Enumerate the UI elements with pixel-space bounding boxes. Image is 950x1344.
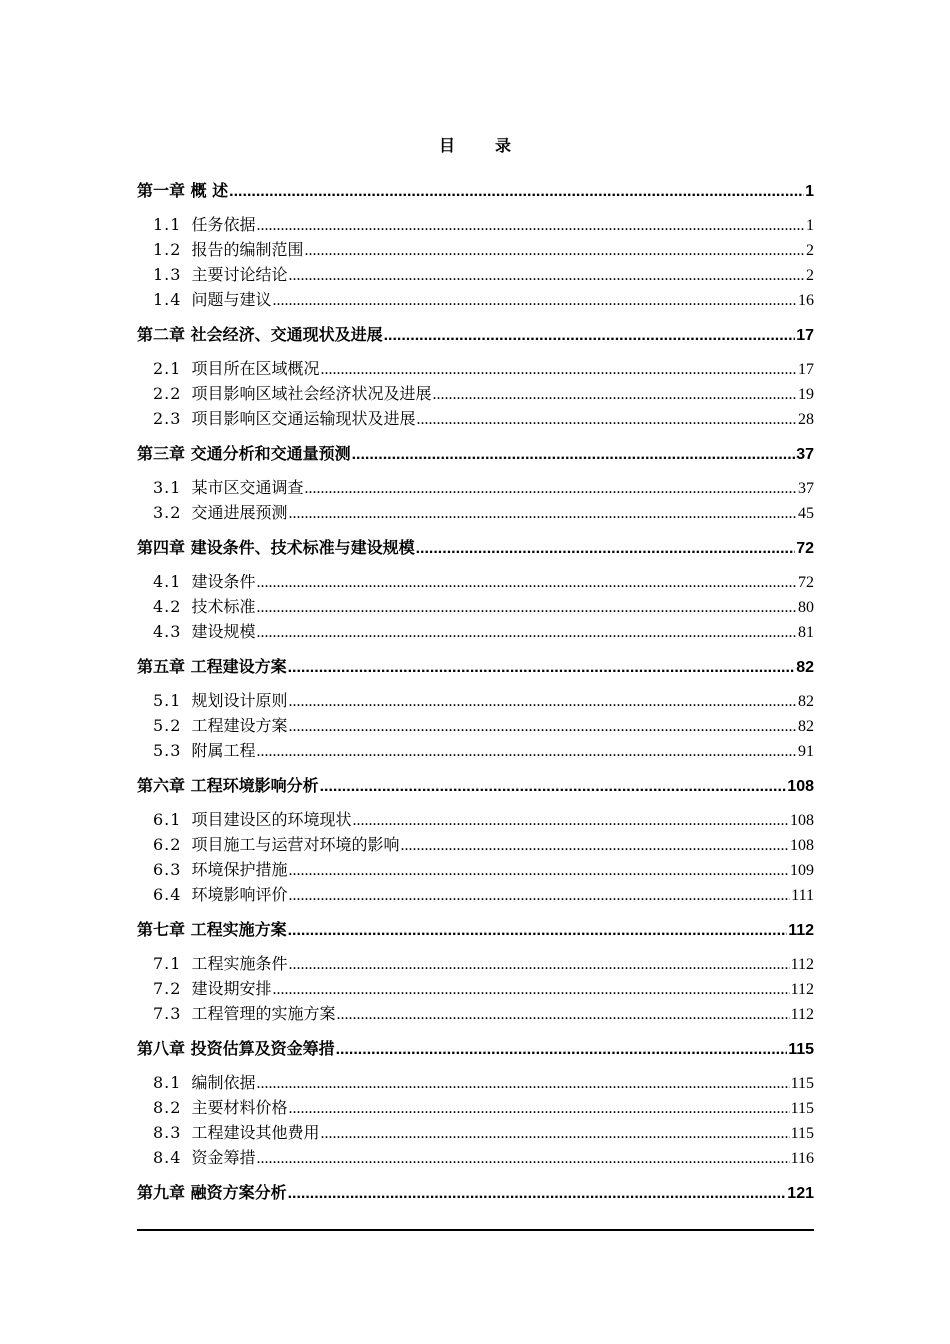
toc-section-label: 建设期安排	[191, 979, 272, 998]
toc-section-page: 112	[790, 956, 814, 973]
toc-section-number: 4.2	[153, 597, 182, 616]
toc-section-number: 5.3	[153, 741, 182, 760]
toc-dot-leader	[352, 807, 789, 833]
toc-chapter-label: 第六章 工程环境影响分析	[137, 776, 319, 795]
toc-section-number: 1.2	[153, 240, 182, 259]
toc-dot-leader	[288, 951, 789, 977]
toc-chapter-label: 第五章 工程建设方案	[137, 657, 287, 676]
toc-section-page: 2	[806, 267, 814, 284]
toc-section-label: 项目施工与运营对环境的影响	[191, 835, 400, 854]
toc-section-label: 建设规模	[191, 622, 256, 641]
toc-chapter-entry[interactable]	[137, 917, 814, 942]
toc-dot-leader	[288, 713, 797, 739]
toc-dot-leader	[304, 237, 805, 263]
toc-chapter-page: 115	[788, 1041, 814, 1058]
toc-section-number: 7.3	[153, 1004, 182, 1023]
toc-chapter-entry[interactable]	[137, 1036, 814, 1061]
toc-dot-leader	[336, 1001, 789, 1027]
toc-section-number: 7.1	[153, 954, 182, 973]
toc-dot-leader	[272, 976, 789, 1002]
toc-section-label: 任务依据	[191, 215, 256, 234]
toc-section-number: 8.3	[153, 1123, 182, 1142]
toc-dot-leader	[288, 857, 789, 883]
toc-dot-leader	[320, 1120, 789, 1146]
toc-section-entry[interactable]	[137, 381, 814, 406]
toc-section-entry[interactable]	[137, 807, 814, 832]
toc-section-label: 工程建设方案	[191, 716, 288, 735]
toc-section-entry[interactable]	[137, 212, 814, 237]
toc-section-page: 116	[790, 1150, 814, 1167]
toc-dot-leader	[256, 1145, 789, 1171]
toc-dot-leader	[288, 1095, 789, 1121]
toc-section-page: 112	[790, 1006, 814, 1023]
toc-section-number: 1.3	[153, 265, 182, 284]
toc-dot-leader	[272, 287, 797, 313]
toc-section-label: 工程实施条件	[191, 954, 288, 973]
toc-section-label: 工程建设其他费用	[191, 1123, 320, 1142]
toc-chapter-page: 1	[805, 183, 814, 200]
toc-section-number: 4.1	[153, 572, 182, 591]
toc-dot-leader	[229, 178, 804, 204]
toc-chapter-label: 第三章 交通分析和交通量预测	[137, 444, 351, 463]
toc-section-label: 某市区交通调查	[191, 478, 304, 497]
toc-section-label: 规划设计原则	[191, 691, 288, 710]
toc-section-label: 项目所在区域概况	[191, 359, 320, 378]
toc-section-page: 82	[798, 693, 814, 710]
toc-section-page: 81	[798, 624, 814, 641]
toc-section-page: 109	[790, 862, 814, 879]
toc-section-page: 111	[791, 887, 814, 904]
toc-section-page: 19	[798, 386, 814, 403]
toc-section-label: 项目影响区域社会经济状况及进展	[191, 384, 432, 403]
toc-section-label: 主要材料价格	[191, 1098, 288, 1117]
toc-section-entry[interactable]	[137, 1001, 814, 1026]
toc-section-number: 8.2	[153, 1098, 182, 1117]
toc-section-label: 资金筹措	[191, 1148, 256, 1167]
toc-section-entry[interactable]	[137, 500, 814, 525]
toc-dot-leader	[304, 475, 797, 501]
toc-dot-leader	[352, 441, 796, 467]
toc-chapter-label: 第二章 社会经济、交通现状及进展	[137, 325, 383, 344]
toc-dot-leader	[256, 212, 805, 238]
toc-dot-leader	[336, 1036, 788, 1062]
toc-dot-leader	[432, 381, 797, 407]
toc-section-label: 环境保护措施	[191, 860, 288, 879]
toc-section-label: 附属工程	[191, 741, 256, 760]
toc-section-page: 91	[798, 743, 814, 760]
toc-dot-leader	[256, 569, 797, 595]
toc-section-page: 16	[798, 292, 814, 309]
toc-section-entry[interactable]	[137, 976, 814, 1001]
toc-section-page: 115	[790, 1125, 814, 1142]
toc-section-entry[interactable]	[137, 237, 814, 262]
toc-dot-leader	[384, 322, 796, 348]
toc-section-label: 编制依据	[191, 1073, 256, 1092]
toc-chapter-label: 第八章 投资估算及资金筹措	[137, 1039, 335, 1058]
toc-section-number: 1.4	[153, 290, 182, 309]
toc-dot-leader	[288, 262, 805, 288]
toc-section-page: 72	[798, 574, 814, 591]
toc-chapter-label: 第七章 工程实施方案	[137, 920, 287, 939]
toc-dot-leader	[288, 500, 797, 526]
toc-dot-leader	[288, 882, 790, 908]
toc-dot-leader	[256, 594, 797, 620]
toc-section-entry[interactable]	[137, 356, 814, 381]
toc-section-number: 3.2	[153, 503, 182, 522]
toc-section-label: 环境影响评价	[191, 885, 288, 904]
toc-chapter-page: 108	[787, 778, 814, 795]
toc-chapter-page: 112	[788, 922, 814, 939]
toc-chapter-label: 第九章 融资方案分析	[137, 1183, 287, 1202]
toc-dot-leader	[288, 917, 788, 943]
toc-section-entry[interactable]	[137, 406, 814, 431]
toc-dot-leader	[288, 654, 796, 680]
toc-title: 目录	[438, 136, 551, 155]
toc-chapter-entry[interactable]	[137, 178, 814, 203]
toc-section-number: 8.4	[153, 1148, 182, 1167]
toc-section-entry[interactable]	[137, 262, 814, 287]
toc-section-number: 6.2	[153, 835, 182, 854]
toc-section-entry[interactable]	[137, 1145, 814, 1170]
toc-chapter-label: 第一章 概 述	[137, 181, 229, 200]
toc-section-label: 主要讨论结论	[191, 265, 288, 284]
toc-section-page: 115	[790, 1075, 814, 1092]
toc-section-page: 112	[790, 981, 814, 998]
toc-chapter-entry[interactable]	[137, 441, 814, 466]
toc-section-number: 5.1	[153, 691, 182, 710]
toc-section-label: 项目影响区交通运输现状及进展	[191, 409, 416, 428]
toc-section-entry[interactable]	[137, 882, 814, 907]
toc-section-entry[interactable]	[137, 569, 814, 594]
toc-section-entry[interactable]	[137, 857, 814, 882]
toc-section-label: 交通进展预测	[191, 503, 288, 522]
toc-section-entry[interactable]	[137, 619, 814, 644]
toc-section-label: 工程管理的实施方案	[191, 1004, 336, 1023]
toc-section-entry[interactable]	[137, 688, 814, 713]
toc-section-page: 108	[790, 812, 814, 829]
toc-chapter-page: 72	[796, 540, 814, 557]
toc-section-page: 37	[798, 480, 814, 497]
toc-section-number: 4.3	[153, 622, 182, 641]
footer-rule	[137, 1229, 814, 1231]
toc-section-entry[interactable]	[137, 1070, 814, 1095]
toc-section-entry[interactable]	[137, 475, 814, 500]
toc-section-number: 2.3	[153, 409, 182, 428]
toc-dot-leader	[256, 738, 797, 764]
toc-section-page: 45	[798, 505, 814, 522]
toc-section-label: 报告的编制范围	[191, 240, 304, 259]
toc-chapter-label: 第四章 建设条件、技术标准与建设规模	[137, 538, 415, 557]
toc-section-number: 7.2	[153, 979, 182, 998]
toc-dot-leader	[256, 619, 797, 645]
toc-dot-leader	[288, 1180, 787, 1206]
toc-section-page: 108	[790, 837, 814, 854]
toc-dot-leader	[288, 688, 797, 714]
toc-section-entry[interactable]	[137, 832, 814, 857]
toc-section-page: 80	[798, 599, 814, 616]
toc-dot-leader	[416, 406, 797, 432]
toc-chapter-entry[interactable]	[137, 535, 814, 560]
toc-chapter-page: 17	[796, 327, 814, 344]
toc-section-number: 2.1	[153, 359, 182, 378]
toc-section-page: 28	[798, 411, 814, 428]
toc-section-entry[interactable]	[137, 287, 814, 312]
toc-section-number: 8.1	[153, 1073, 182, 1092]
toc-section-entry[interactable]	[137, 951, 814, 976]
toc-section-number: 6.4	[153, 885, 182, 904]
toc-section-page: 115	[790, 1100, 814, 1117]
toc-chapter-page: 121	[787, 1185, 814, 1202]
toc-chapter-entry[interactable]	[137, 1180, 814, 1205]
toc-dot-leader	[320, 773, 787, 799]
toc-section-number: 3.1	[153, 478, 182, 497]
toc-chapter-page: 82	[796, 659, 814, 676]
toc-section-page: 82	[798, 718, 814, 735]
toc-section-entry[interactable]	[137, 1120, 814, 1145]
toc-section-number: 6.1	[153, 810, 182, 829]
toc-chapter-entry[interactable]	[137, 322, 814, 347]
toc-section-entry[interactable]	[137, 1095, 814, 1120]
toc-section-number: 5.2	[153, 716, 182, 735]
toc-section-page: 2	[806, 242, 814, 259]
toc-chapter-entry[interactable]	[137, 654, 814, 679]
toc-section-entry[interactable]	[137, 738, 814, 763]
toc-section-number: 6.3	[153, 860, 182, 879]
toc-chapter-entry[interactable]	[137, 773, 814, 798]
toc-section-label: 问题与建议	[191, 290, 272, 309]
toc-section-entry[interactable]	[137, 713, 814, 738]
toc-section-page: 1	[806, 217, 814, 234]
toc-chapter-page: 37	[796, 446, 814, 463]
toc-section-page: 17	[798, 361, 814, 378]
toc-section-entry[interactable]	[137, 594, 814, 619]
toc-section-number: 1.1	[153, 215, 182, 234]
toc-dot-leader	[320, 356, 797, 382]
toc-section-label: 技术标准	[191, 597, 256, 616]
toc-dot-leader	[256, 1070, 789, 1096]
table-of-contents	[137, 178, 814, 1205]
toc-section-number: 2.2	[153, 384, 182, 403]
toc-section-label: 项目建设区的环境现状	[191, 810, 352, 829]
toc-dot-leader	[400, 832, 789, 858]
toc-dot-leader	[416, 535, 796, 561]
toc-section-label: 建设条件	[191, 572, 256, 591]
